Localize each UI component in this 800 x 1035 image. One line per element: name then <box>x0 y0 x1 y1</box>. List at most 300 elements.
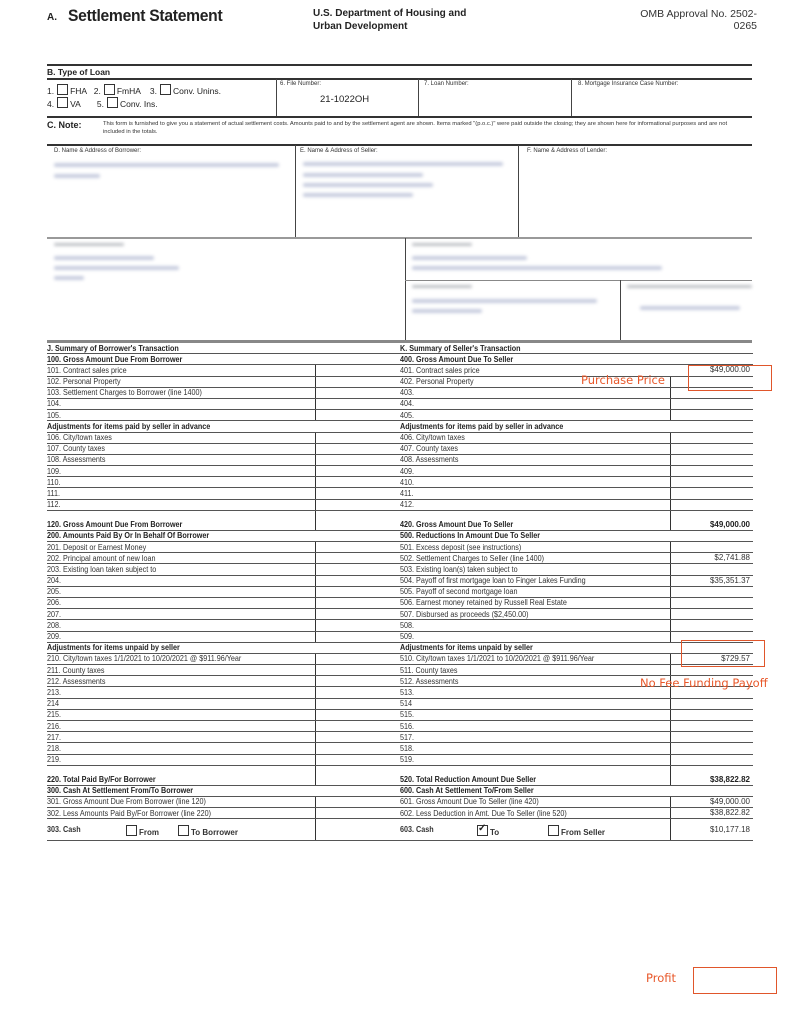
line-amount <box>670 598 752 608</box>
cash-row <box>47 819 400 841</box>
line-amount <box>315 433 400 443</box>
line-amount <box>315 542 400 552</box>
line-label: 302. Less Amounts Paid By/For Borrower (line 220) <box>47 808 212 818</box>
line-item-row-203 <box>47 564 400 575</box>
line-item-row-302 <box>47 808 400 819</box>
line-label: 104. <box>47 399 62 409</box>
line-label: 511. County taxes <box>400 665 458 675</box>
option-number: 1. <box>47 86 55 96</box>
line-item-row-215 <box>47 710 400 721</box>
line-label: 110. <box>47 477 61 487</box>
cash-option-from-seller <box>545 825 605 837</box>
line-amount <box>315 564 400 574</box>
line-label: 516. <box>400 721 415 731</box>
checkbox-conv-ins[interactable] <box>107 97 118 108</box>
line-amount: $38,822.82 <box>670 766 752 785</box>
cash-option-to <box>474 825 499 837</box>
line-amount <box>315 687 400 697</box>
lender-label: F. Name & Address of Lender: <box>527 148 608 154</box>
line-amount <box>315 620 400 630</box>
line-label: 108. Assessments <box>47 455 106 465</box>
line-label: 513. <box>400 687 415 697</box>
line-amount: $49,000.00 <box>670 797 752 807</box>
line-amount <box>315 743 400 753</box>
line-label: 507. Disbursed as proceeds ($2,450.00) <box>400 609 529 619</box>
total-row <box>400 511 753 531</box>
mortgage-case-label: 8. Mortgage Insurance Case Number: <box>578 81 679 87</box>
divider <box>418 79 419 116</box>
seller-label: E. Name & Address of Seller: <box>300 148 378 154</box>
line-label: 406. City/town taxes <box>400 433 465 442</box>
option-label-conv-unins: Conv. Unins. <box>172 86 222 96</box>
redacted-property-location <box>54 266 179 270</box>
option-number: 2. <box>93 86 101 96</box>
borrower-summary-table <box>47 343 400 841</box>
checkbox-conv-unins[interactable] <box>160 84 171 95</box>
cash-amount: $10,177.18 <box>670 819 752 840</box>
redacted-seller-address <box>303 193 413 197</box>
line-item-row-519 <box>400 755 753 766</box>
option-label-va: VA <box>70 99 81 109</box>
line-label: 213. <box>47 687 62 697</box>
line-item-row-103 <box>47 388 400 399</box>
line-label: 410. <box>400 477 415 487</box>
line-amount <box>315 609 400 619</box>
line-amount <box>670 444 752 454</box>
line-label: 208. <box>47 620 62 630</box>
line-amount <box>315 410 400 420</box>
line-amount <box>315 797 400 807</box>
line-label: 109. <box>47 466 62 476</box>
line-amount <box>670 587 752 597</box>
line-item-row-301 <box>47 797 400 808</box>
line-amount <box>315 500 400 510</box>
line-label: 100. Gross Amount Due From Borrower <box>47 354 183 364</box>
line-item-row-505 <box>400 587 753 598</box>
cash-row <box>400 819 753 841</box>
total-row <box>47 511 400 531</box>
line-amount <box>670 564 752 574</box>
line-amount <box>315 699 400 709</box>
line-label: 501. Excess deposit (see instructions) <box>400 542 522 552</box>
line-item-row-408 <box>400 455 753 466</box>
divider <box>47 78 752 80</box>
line-label: 300. Cash At Settlement From/To Borrower <box>47 786 194 796</box>
checkbox-from-seller[interactable] <box>548 825 559 836</box>
line-item-row-201 <box>47 542 400 553</box>
checkbox-fha[interactable] <box>57 84 68 95</box>
line-item-row-109 <box>47 466 400 477</box>
line-amount <box>670 399 752 409</box>
line-item-row-211 <box>47 665 400 676</box>
line-item-row-106 <box>47 433 400 444</box>
line-label: 409. <box>400 466 415 476</box>
line-amount <box>315 732 400 742</box>
line-label: 102. Personal Property <box>47 377 121 387</box>
line-amount <box>670 743 752 753</box>
line-label: Adjustments for items unpaid by seller <box>400 643 533 653</box>
cash-amount <box>315 819 400 840</box>
line-label: 206. <box>47 598 62 608</box>
purchase-price-highlight-box <box>688 365 772 391</box>
line-amount <box>670 466 752 476</box>
line-label: 212. Assessments <box>47 676 106 686</box>
line-item-row-502 <box>400 553 753 564</box>
line-label: 112. <box>47 500 61 510</box>
line-item-row-506 <box>400 598 753 609</box>
line-label: 512. Assessments <box>400 676 459 686</box>
line-amount <box>315 399 400 409</box>
summary-heading <box>400 343 753 354</box>
section-header-row <box>400 531 753 542</box>
divider <box>295 145 296 237</box>
line-label: 106. City/town taxes <box>47 433 112 442</box>
line-label: 105. <box>47 410 62 420</box>
line-item-row-407 <box>400 444 753 455</box>
section-header-row <box>47 531 400 542</box>
line-label: 411. <box>400 488 414 498</box>
line-amount <box>670 500 752 510</box>
line-amount <box>315 808 400 818</box>
line-label: 510. City/town taxes 1/1/2021 to 10/20/2021 @ $911.96/Year <box>400 654 595 664</box>
redacted-seller-address <box>303 183 433 187</box>
option-number: 5. <box>96 99 104 109</box>
file-number-value: 21-1022OH <box>320 94 370 105</box>
line-label: 504. Payoff of first mortgage loan to Finger Lakes Funding <box>400 576 586 586</box>
redacted-property-label <box>54 243 124 246</box>
line-label: 405. <box>400 410 415 420</box>
line-item-row-214 <box>47 699 400 710</box>
line-label: 209. <box>47 632 62 641</box>
line-item-row-105 <box>47 410 400 421</box>
line-amount <box>315 377 400 387</box>
cash-option-to-borrower <box>175 825 238 837</box>
line-label: 518. <box>400 743 415 753</box>
option-number: 4. <box>47 99 55 109</box>
redacted-place <box>412 309 482 313</box>
option-label-fha: FHA <box>70 86 87 96</box>
line-label: 412. <box>400 500 415 510</box>
line-label: 402. Personal Property <box>400 377 474 387</box>
seller-summary-table <box>400 343 753 841</box>
line-label: 505. Payoff of second mortgage loan <box>400 587 518 597</box>
line-amount: $49,000.00 <box>709 365 750 375</box>
line-label: 506. Earnest money retained by Russell Real Estate <box>400 598 567 608</box>
line-item-row-504 <box>400 576 753 587</box>
line-amount <box>670 455 752 465</box>
line-label: 517. <box>400 732 415 742</box>
line-amount <box>670 721 752 731</box>
line-label: 211. County taxes <box>47 665 105 675</box>
line-label: 401. Contract sales price <box>400 365 480 375</box>
redacted-agent <box>412 266 662 270</box>
line-item-row-217 <box>47 732 400 743</box>
line-item-row-204 <box>47 576 400 587</box>
cash-option-label: From Seller <box>561 828 606 838</box>
divider <box>620 280 621 341</box>
divider <box>405 238 406 341</box>
checkbox-from[interactable] <box>126 825 137 836</box>
line-amount: $2,741.88 <box>670 553 752 563</box>
line-label: 400. Gross Amount Due To Seller <box>400 354 514 364</box>
line-label: 508. <box>400 620 415 630</box>
line-label: 204. <box>47 576 62 586</box>
line-item-row-404 <box>400 399 753 410</box>
line-item-row-411 <box>400 488 753 499</box>
line-label: 120. Gross Amount Due From Borrower <box>47 519 183 529</box>
line-label: 600. Cash At Settlement To/From Seller <box>400 786 534 796</box>
line-item-row-507 <box>400 609 753 620</box>
line-item-row-210 <box>47 654 400 665</box>
line-label: 200. Amounts Paid By Or In Behalf Of Borrower <box>47 531 210 541</box>
line-item-row-202 <box>47 553 400 564</box>
line-label: 103. Settlement Charges to Borrower (line 1400) <box>47 388 202 398</box>
line-label: 214 <box>47 699 60 709</box>
line-amount <box>670 488 752 498</box>
line-label: 520. Total Reduction Amount Due Seller <box>400 774 537 784</box>
line-item-row-602 <box>400 808 753 819</box>
line-item-row-101 <box>47 365 400 376</box>
line-item-row-112 <box>47 500 400 511</box>
option-number: 3. <box>149 86 157 96</box>
line-item-row-601 <box>400 797 753 808</box>
redacted-place <box>412 299 597 303</box>
redacted-seller-name <box>303 162 503 166</box>
department-line-1: U.S. Department of Housing and <box>313 8 467 19</box>
profit-annotation: Profit <box>646 971 676 985</box>
line-label: 519. <box>400 755 415 765</box>
line-label: 107. County taxes <box>47 444 106 454</box>
payoff-annotation: No Fee Funding Payoff <box>640 676 768 690</box>
line-label: 514 <box>400 699 413 709</box>
cash-label: 303. Cash <box>47 825 81 835</box>
line-label: 420. Gross Amount Due To Seller <box>400 519 514 529</box>
summary-heading <box>47 343 400 354</box>
line-amount: $729.57 <box>670 654 752 664</box>
cash-option-label: From <box>139 828 159 838</box>
line-amount <box>315 766 400 785</box>
line-label: 203. Existing loan taken subject to <box>47 564 157 574</box>
line-label: 202. Principal amount of new loan <box>47 553 156 563</box>
line-label: 515. <box>400 710 415 720</box>
line-label: 602. Less Deduction in Amt. Due To Seller (line 520) <box>400 808 567 818</box>
line-amount <box>315 676 400 686</box>
checkbox-va[interactable] <box>57 97 68 108</box>
section-header-row <box>47 643 400 654</box>
line-item-row-102 <box>47 377 400 388</box>
section-header-row <box>400 354 753 365</box>
line-label: 218. <box>47 743 62 753</box>
divider <box>571 79 572 116</box>
section-header-row <box>47 421 400 432</box>
total-row <box>400 766 753 786</box>
omb-approval: OMB Approval No. 2502-0265 <box>640 8 757 32</box>
redacted-agent-label <box>412 243 472 246</box>
line-amount <box>670 433 752 443</box>
line-label: 404. <box>400 399 415 409</box>
redacted-seller-name <box>303 173 423 177</box>
redacted-settlement-date-label <box>627 285 752 288</box>
line-amount <box>315 466 400 476</box>
line-amount <box>670 732 752 742</box>
divider <box>47 116 752 118</box>
line-label: 601. Gross Amount Due To Seller (line 420) <box>400 797 539 807</box>
divider <box>518 145 519 237</box>
line-label: 408. Assessments <box>400 455 459 465</box>
line-amount <box>315 553 400 563</box>
divider <box>405 280 752 281</box>
line-amount <box>670 477 752 487</box>
line-amount <box>315 665 400 675</box>
line-item-row-213 <box>47 687 400 698</box>
section-header-row <box>400 421 753 432</box>
note-label: C. Note: <box>47 120 82 130</box>
cash-option-label: To <box>490 828 500 838</box>
line-amount <box>315 654 400 664</box>
line-amount <box>670 609 752 619</box>
line-label: 201. Deposit or Earnest Money <box>47 542 147 552</box>
line-label: Adjustments for items paid by seller in advance <box>400 421 564 431</box>
line-amount <box>315 721 400 731</box>
line-item-row-516 <box>400 721 753 732</box>
line-item-row-212 <box>47 676 400 687</box>
department-name <box>313 7 493 33</box>
section-header-row <box>47 354 400 365</box>
checked-checkbox-to[interactable] <box>477 825 488 836</box>
line-label: 207. <box>47 609 62 619</box>
line-item-row-514 <box>400 699 753 710</box>
file-number-label: 6. File Number: <box>280 81 322 87</box>
line-item-row-518 <box>400 743 753 754</box>
section-a-label: A. <box>47 12 57 23</box>
line-item-row-517 <box>400 732 753 743</box>
loan-type-options <box>47 84 221 110</box>
line-label: 407. County taxes <box>400 444 459 454</box>
line-label: 509. <box>400 632 415 641</box>
line-item-row-206 <box>47 598 400 609</box>
line-amount <box>315 444 400 454</box>
line-item-row-410 <box>400 477 753 488</box>
line-label: Adjustments for items paid by seller in advance <box>47 421 211 431</box>
redacted-borrower-name <box>54 163 279 167</box>
line-item-row-501 <box>400 542 753 553</box>
line-amount <box>315 511 400 530</box>
line-amount <box>315 710 400 720</box>
line-item-row-108 <box>47 455 400 466</box>
divider <box>276 79 277 116</box>
line-label: 111. <box>47 488 60 498</box>
line-amount <box>315 477 400 487</box>
line-item-row-508 <box>400 620 753 631</box>
line-item-row-205 <box>47 587 400 598</box>
line-amount <box>315 488 400 498</box>
line-label: 205. <box>47 587 62 597</box>
line-item-row-104 <box>47 399 400 410</box>
total-row <box>47 766 400 786</box>
line-amount <box>315 632 400 642</box>
cash-option-label: To Borrower <box>191 828 238 838</box>
line-amount <box>315 455 400 465</box>
type-of-loan-heading: B. Type of Loan <box>47 67 111 77</box>
loan-number-label: 7. Loan Number: <box>424 81 469 87</box>
line-amount <box>670 755 752 765</box>
line-item-row-209 <box>47 632 400 643</box>
line-item-row-515 <box>400 710 753 721</box>
line-label: 216. <box>47 721 62 731</box>
line-label: 215. <box>47 710 62 720</box>
redacted-agent <box>412 256 527 260</box>
line-item-row-216 <box>47 721 400 732</box>
line-amount <box>670 699 752 709</box>
line-item-row-207 <box>47 609 400 620</box>
line-amount <box>315 388 400 398</box>
section-header-row <box>400 786 753 797</box>
checkbox-fmha[interactable] <box>104 84 115 95</box>
line-label: 220. Total Paid By/For Borrower <box>47 774 156 784</box>
line-item-row-405 <box>400 410 753 421</box>
line-item-row-219 <box>47 755 400 766</box>
redacted-property-location <box>54 276 84 280</box>
line-label: 301. Gross Amount Due From Borrower (line 120) <box>47 797 206 807</box>
note-text: This form is furnished to give you a statement of actual settlement costs. Amounts paid to and by the settlement agent are shown. Items marked "(p.o.c.)" were paid outside the closing; they are shown here for informational purposes and are not included in the totals. <box>103 121 728 135</box>
cash-label: 603. Cash <box>400 825 434 835</box>
line-label: 503. Existing loan(s) taken subject to <box>400 564 518 574</box>
checkbox-to-borrower[interactable] <box>178 825 189 836</box>
line-item-row-412 <box>400 500 753 511</box>
option-label-conv-ins: Conv. Ins. <box>119 99 158 109</box>
line-item-row-111 <box>47 488 400 499</box>
line-amount <box>315 598 400 608</box>
line-label: 217. <box>47 732 62 742</box>
option-label-fmha: FmHA <box>116 86 141 96</box>
redacted-borrower-name <box>54 174 100 178</box>
line-item-row-409 <box>400 466 753 477</box>
purchase-price-annotation: Purchase Price <box>581 373 665 387</box>
line-amount <box>670 542 752 552</box>
line-item-row-218 <box>47 743 400 754</box>
line-amount: $35,351.37 <box>670 576 752 586</box>
line-amount <box>315 587 400 597</box>
summary-heading-text: K. Summary of Seller's Transaction <box>400 343 521 353</box>
line-label: 101. Contract sales price <box>47 365 127 375</box>
payoff-highlight-box <box>681 640 765 667</box>
line-label: 502. Settlement Charges to Seller (line 1400) <box>400 553 545 563</box>
line-item-row-110 <box>47 477 400 488</box>
line-label: 500. Reductions In Amount Due To Seller <box>400 531 541 541</box>
redacted-settlement-date <box>640 306 740 310</box>
line-amount <box>315 576 400 586</box>
line-amount: $38,822.82 <box>670 808 752 818</box>
line-label: 210. City/town taxes 1/1/2021 to 10/20/2021 @ $911.96/Year <box>47 654 242 664</box>
redacted-place-label <box>412 285 472 288</box>
line-amount <box>315 755 400 765</box>
line-item-row-208 <box>47 620 400 631</box>
line-label: 219. <box>47 755 62 765</box>
line-amount <box>670 620 752 630</box>
divider <box>47 64 752 66</box>
divider <box>47 144 752 146</box>
department-line-2: Urban Development <box>313 21 408 32</box>
divider <box>47 237 752 239</box>
line-label: Adjustments for items unpaid by seller <box>47 643 180 653</box>
line-amount <box>315 365 400 375</box>
line-amount <box>670 710 752 720</box>
line-label: 403. <box>400 388 415 398</box>
line-item-row-406 <box>400 433 753 444</box>
line-amount: $49,000.00 <box>670 511 752 530</box>
page-title: Settlement Statement <box>68 6 223 25</box>
line-item-row-107 <box>47 444 400 455</box>
